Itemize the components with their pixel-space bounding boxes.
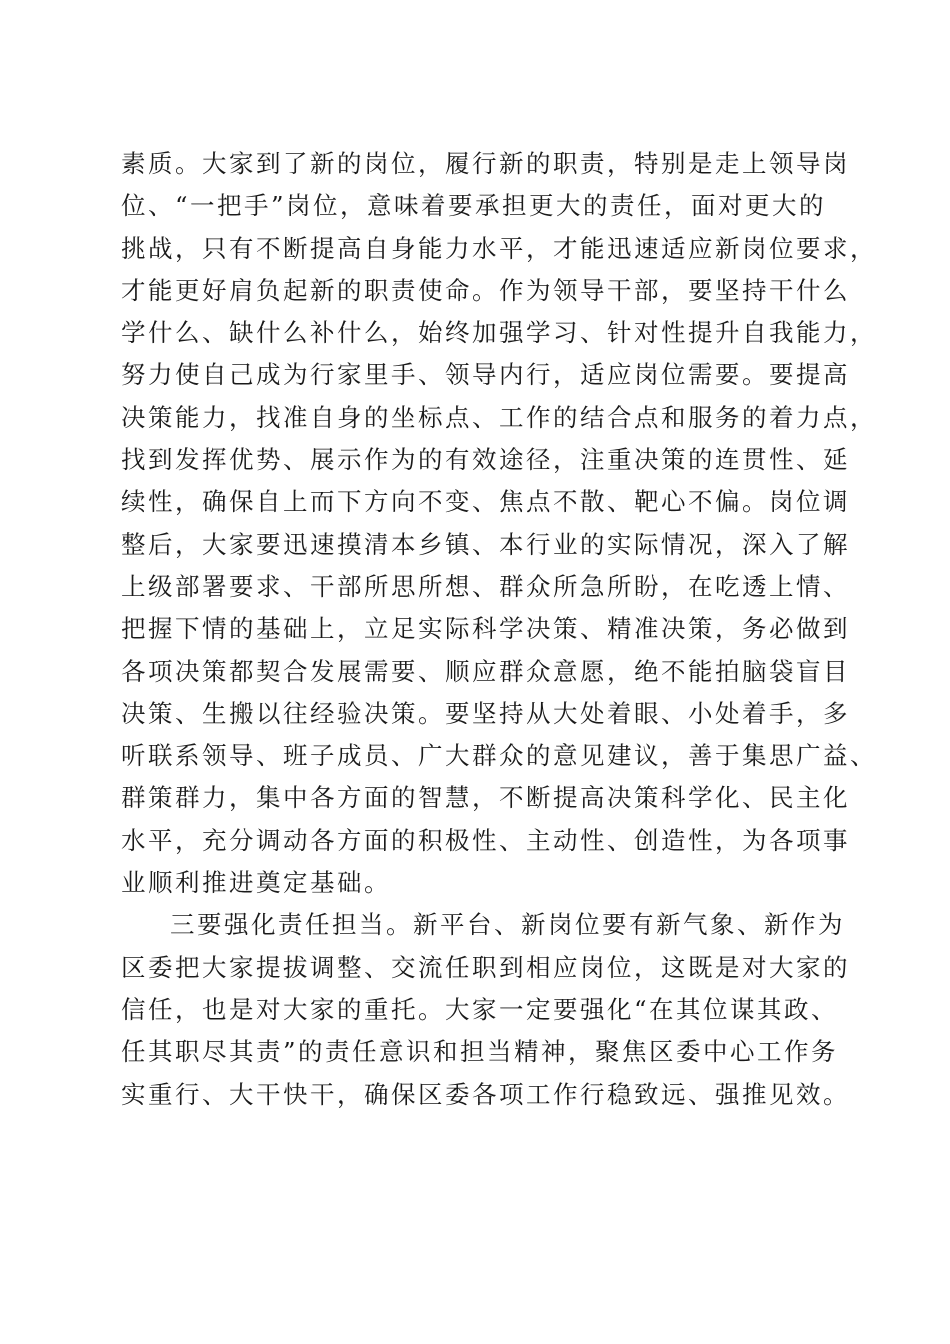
text-line: 听联系领导、班子成员、广大群众的意见建议，善于集思广益、 [121,741,877,771]
text-line: 决策能力，找准自身的坐标点、工作的结合点和服务的着力点， [121,402,877,432]
paragraph-start-line: 三要强化责任担当。新平台、新岗位要有新气象、新作为 [170,910,845,940]
text-line: 位、“一把手”岗位，意味着要承担更大的责任，面对更大的 [121,191,827,221]
text-line: 找到发挥优势、展示作为的有效途径，注重决策的连贯性、延 [121,445,850,475]
text-line: 各项决策都契合发展需要、顺应群众意愿，绝不能拍脑袋盲目 [121,656,850,686]
text-line: 才能更好肩负起新的职责使命。作为领导干部，要坚持干什么 [121,275,850,305]
text-line: 努力使自己成为行家里手、领导内行，适应岗位需要。要提高 [121,360,850,390]
text-line: 业顺利推进奠定基础。 [121,868,391,898]
text-line: 信任，也是对大家的重托。大家一定要强化“在其位谋其政、 [121,994,839,1024]
text-line: 任其职尽其责”的责任意识和担当精神，聚焦区委中心工作务 [121,1037,839,1067]
text-line: 区委把大家提拔调整、交流任职到相应岗位，这既是对大家的 [121,952,850,982]
text-line: 群策群力，集中各方面的智慧，不断提高决策科学化、民主化 [121,783,850,813]
text-line: 决策、生搬以往经验决策。要坚持从大处着眼、小处着手，多 [121,698,850,728]
text-line: 水平，充分调动各方面的积极性、主动性、创造性，为各项事 [121,825,850,855]
body-text [121,143,877,1116]
text-line: 挑战，只有不断提高自身能力水平，才能迅速适应新岗位要求， [121,233,877,263]
text-line: 实重行、大干快干，确保区委各项工作行稳致远、强推见效。 [121,1079,850,1109]
text-line: 整后，大家要迅速摸清本乡镇、本行业的实际情况，深入了解 [121,529,850,559]
text-line: 上级部署要求、干部所思所想、群众所急所盼，在吃透上情、 [121,571,850,601]
text-line: 续性，确保自上而下方向不变、焦点不散、靶心不偏。岗位调 [121,487,850,517]
text-line: 把握下情的基础上，立足实际科学决策、精准决策，务必做到 [121,614,850,644]
text-line: 学什么、缺什么补什么，始终加强学习、针对性提升自我能力， [121,318,877,348]
text-line: 素质。大家到了新的岗位，履行新的职责，特别是走上领导岗 [121,149,850,178]
